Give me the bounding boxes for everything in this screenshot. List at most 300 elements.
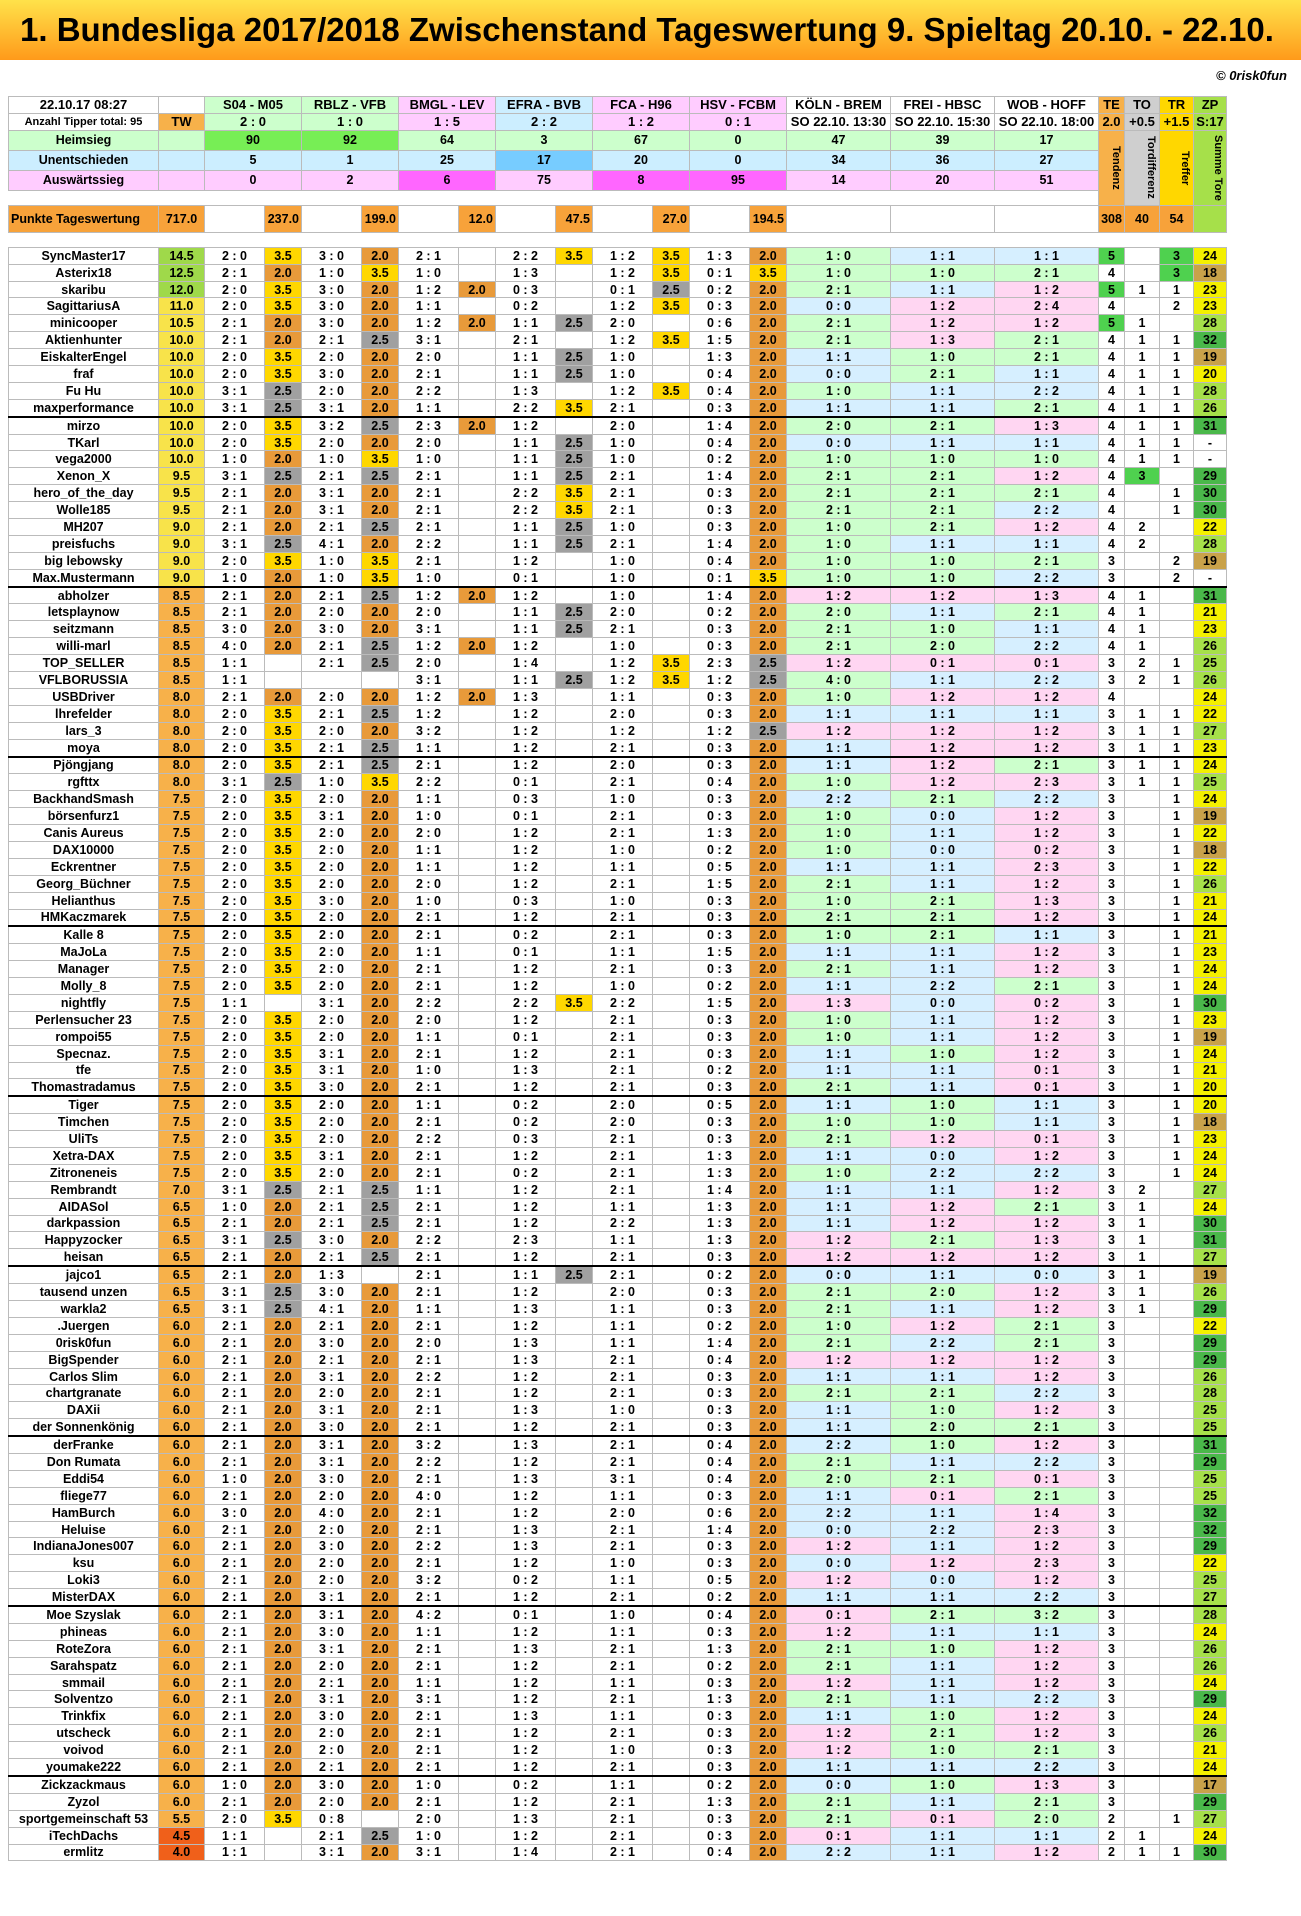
tip-match-8: 1 : 1	[891, 825, 995, 842]
pts-match-5	[653, 1011, 690, 1028]
tip-match-5: 2 : 1	[593, 961, 653, 978]
pts-match-2: 2.0	[362, 858, 399, 875]
tip-match-6: 0 : 3	[690, 1385, 750, 1402]
auswaertssieg-match-5: 8	[593, 170, 690, 190]
tip-match-8: 1 : 0	[891, 1640, 995, 1657]
tip-match-9: 2 : 2	[995, 382, 1099, 399]
pts-match-1: 2.5	[265, 535, 302, 552]
tipper-tw: 6.0	[159, 1708, 205, 1725]
tip-match-2: 2 : 0	[302, 1096, 362, 1113]
tip-match-3: 2 : 1	[399, 1351, 459, 1368]
tipper-tw: 6.0	[159, 1691, 205, 1708]
tip-match-2: 2 : 1	[302, 1181, 362, 1198]
pts-match-1: 2.0	[265, 1454, 302, 1471]
pts-match-6: 2.0	[750, 281, 787, 298]
tip-match-7: 2 : 1	[787, 1810, 891, 1827]
pts-match-2: 2.0	[362, 1334, 399, 1351]
pts-match-2: 2.0	[362, 1691, 399, 1708]
tip-match-6: 0 : 3	[690, 399, 750, 416]
tip-match-7: 1 : 0	[787, 247, 891, 264]
tipper-name: MaJoLa	[9, 944, 159, 961]
tipper-to: 1	[1125, 638, 1160, 655]
tipper-zp: 27	[1194, 722, 1227, 739]
pts-match-5	[653, 604, 690, 621]
pts-match-5	[653, 1759, 690, 1776]
heimsieg-match-3: 64	[399, 130, 496, 150]
tip-match-6: 0 : 4	[690, 1470, 750, 1487]
pts-match-5	[653, 1742, 690, 1759]
tipper-zp: 20	[1194, 1096, 1227, 1113]
table-row	[9, 1164, 1227, 1181]
table-row	[9, 825, 1227, 842]
tipper-zp: 23	[1194, 281, 1227, 298]
tip-match-9: 2 : 1	[995, 1487, 1099, 1504]
tip-match-7: 1 : 1	[787, 1759, 891, 1776]
tipper-zp: 25	[1194, 1572, 1227, 1589]
tipper-name: Trinkfix	[9, 1708, 159, 1725]
te-value: 2.0	[1099, 113, 1125, 130]
table-row	[9, 1487, 1227, 1504]
tip-match-2: 3 : 0	[302, 1470, 362, 1487]
tip-match-9: 1 : 2	[995, 875, 1099, 892]
tipper-zp: 25	[1194, 1487, 1227, 1504]
tipper-tw: 9.0	[159, 569, 205, 586]
pts-match-2: 2.0	[362, 1351, 399, 1368]
pts-match-1: 2.0	[265, 519, 302, 536]
tip-match-1: 2 : 1	[205, 1402, 265, 1419]
tip-match-9: 2 : 1	[995, 1742, 1099, 1759]
pts-match-1: 2.0	[265, 1606, 302, 1623]
table-row	[9, 349, 1227, 366]
tipper-tw: 6.0	[159, 1538, 205, 1555]
pts-match-4: 2.5	[556, 434, 593, 451]
table-row	[9, 892, 1227, 909]
tip-match-7: 2 : 1	[787, 502, 891, 519]
tip-match-2: 1 : 0	[302, 451, 362, 468]
tip-match-4: 1 : 1	[496, 468, 556, 485]
tipper-tr	[1160, 1708, 1194, 1725]
tipper-zp: 19	[1194, 808, 1227, 825]
tipper-tr: 2	[1160, 298, 1194, 315]
pts-match-3	[459, 875, 496, 892]
tip-match-1: 3 : 1	[205, 535, 265, 552]
tipper-to: 1	[1125, 366, 1160, 383]
punkte-match-5: 27.0	[653, 205, 690, 232]
tip-match-5: 2 : 0	[593, 604, 653, 621]
tip-match-4: 1 : 2	[496, 1368, 556, 1385]
pts-match-5	[653, 1810, 690, 1827]
tipper-te: 3	[1099, 961, 1125, 978]
pts-match-1: 3.5	[265, 808, 302, 825]
heimsieg-match-7: 47	[787, 130, 891, 150]
tip-match-8: 2 : 1	[891, 926, 995, 943]
tip-match-5: 1 : 0	[593, 791, 653, 808]
tip-match-5: 1 : 2	[593, 382, 653, 399]
tip-match-6: 1 : 3	[690, 1640, 750, 1657]
tipper-tr	[1160, 1385, 1194, 1402]
tip-match-6: 1 : 3	[690, 1691, 750, 1708]
tipper-te: 3	[1099, 1725, 1125, 1742]
pts-match-5	[653, 434, 690, 451]
tipper-tw: 8.5	[159, 621, 205, 638]
standings-table	[8, 96, 1227, 1861]
pts-match-2: 2.0	[362, 382, 399, 399]
pts-match-2: 2.0	[362, 1284, 399, 1301]
tipper-name: TOP_SELLER	[9, 655, 159, 672]
pts-match-4	[556, 1436, 593, 1453]
pts-match-3	[459, 332, 496, 349]
tip-match-4: 2 : 2	[496, 502, 556, 519]
tip-match-8: 0 : 0	[891, 1147, 995, 1164]
pts-match-5	[653, 841, 690, 858]
tip-match-6: 1 : 5	[690, 944, 750, 961]
tip-match-7: 1 : 0	[787, 382, 891, 399]
tip-match-1: 2 : 0	[205, 366, 265, 383]
tip-match-9: 1 : 2	[995, 1674, 1099, 1691]
table-row	[9, 1844, 1227, 1861]
pts-match-4	[556, 909, 593, 926]
tip-match-7: 2 : 2	[787, 1436, 891, 1453]
spacer-cell	[787, 190, 891, 205]
tip-match-3: 2 : 0	[399, 1810, 459, 1827]
tip-match-3: 1 : 2	[399, 688, 459, 705]
tip-match-3: 2 : 1	[399, 1249, 459, 1266]
pts-match-3	[459, 1487, 496, 1504]
tipper-te: 3	[1099, 1589, 1125, 1606]
tip-match-6: 0 : 2	[690, 1062, 750, 1079]
tip-match-3: 2 : 0	[399, 434, 459, 451]
auswaertssieg-match-4: 75	[496, 170, 593, 190]
pts-match-1: 3.5	[265, 1028, 302, 1045]
tipper-tr: 1	[1160, 978, 1194, 995]
tip-match-4: 1 : 1	[496, 604, 556, 621]
tip-match-5: 2 : 1	[593, 1249, 653, 1266]
tip-match-3: 1 : 1	[399, 858, 459, 875]
tip-match-1: 2 : 1	[205, 1419, 265, 1436]
tip-match-7: 4 : 0	[787, 672, 891, 689]
tipper-tw: 7.5	[159, 892, 205, 909]
pts-match-1: 3.5	[265, 366, 302, 383]
tip-match-8: 1 : 1	[891, 1759, 995, 1776]
tip-match-8: 2 : 1	[891, 1725, 995, 1742]
tip-match-2: 3 : 1	[302, 399, 362, 416]
tipper-to	[1125, 1521, 1160, 1538]
pts-match-5	[653, 739, 690, 756]
pts-match-1: 3.5	[265, 247, 302, 264]
tip-match-1: 3 : 1	[205, 382, 265, 399]
tip-match-6: 0 : 3	[690, 485, 750, 502]
tipper-name: minicooper	[9, 315, 159, 332]
pts-match-4: 2.5	[556, 604, 593, 621]
pts-match-6: 2.0	[750, 332, 787, 349]
tipper-tr: 1	[1160, 655, 1194, 672]
pts-match-2: 2.0	[362, 298, 399, 315]
pts-match-4	[556, 298, 593, 315]
tip-match-9: 2 : 2	[995, 1385, 1099, 1402]
tipper-tw: 6.0	[159, 1793, 205, 1810]
tip-match-6: 0 : 3	[690, 1742, 750, 1759]
tip-match-7: 2 : 1	[787, 1301, 891, 1318]
tip-match-3: 3 : 1	[399, 1844, 459, 1861]
tip-match-6: 0 : 3	[690, 961, 750, 978]
tipper-name: smmail	[9, 1674, 159, 1691]
tip-match-7: 0 : 1	[787, 1827, 891, 1844]
tip-match-2: 2 : 0	[302, 858, 362, 875]
tipper-name: DAXii	[9, 1402, 159, 1419]
tip-match-1: 2 : 1	[205, 1606, 265, 1623]
pts-match-4	[556, 841, 593, 858]
tip-match-2: 3 : 1	[302, 1844, 362, 1861]
tip-match-9: 1 : 2	[995, 1368, 1099, 1385]
tip-match-8: 2 : 1	[891, 892, 995, 909]
tip-match-4: 2 : 2	[496, 994, 556, 1011]
tip-match-8: 1 : 1	[891, 1062, 995, 1079]
tip-match-8: 2 : 1	[891, 1470, 995, 1487]
tipper-to: 1	[1125, 281, 1160, 298]
tip-match-4: 1 : 2	[496, 1555, 556, 1572]
tipper-name: Solventzo	[9, 1691, 159, 1708]
tip-match-4: 0 : 1	[496, 1606, 556, 1623]
pts-match-6: 2.0	[750, 535, 787, 552]
tipper-tw: 4.0	[159, 1844, 205, 1861]
tip-match-1: 2 : 1	[205, 1487, 265, 1504]
tip-match-7: 1 : 2	[787, 1538, 891, 1555]
table-row	[9, 1062, 1227, 1079]
pts-match-4	[556, 1674, 593, 1691]
tip-match-4: 1 : 2	[496, 1317, 556, 1334]
tip-match-1: 2 : 1	[205, 1538, 265, 1555]
tip-match-6: 0 : 3	[690, 1368, 750, 1385]
tipper-zp: 29	[1194, 1538, 1227, 1555]
tip-match-3: 2 : 1	[399, 1385, 459, 1402]
tip-match-2: 2 : 1	[302, 739, 362, 756]
tip-match-2: 2 : 0	[302, 1487, 362, 1504]
tipper-zp: 24	[1194, 909, 1227, 926]
tip-match-1: 2 : 1	[205, 1708, 265, 1725]
tipper-zp: 22	[1194, 1555, 1227, 1572]
pts-match-1: 3.5	[265, 1011, 302, 1028]
tip-match-9: 2 : 1	[995, 1198, 1099, 1215]
tipper-te: 4	[1099, 451, 1125, 468]
tip-match-7: 1 : 1	[787, 1062, 891, 1079]
pts-match-6: 2.0	[750, 705, 787, 722]
tipper-to	[1125, 264, 1160, 281]
table-row	[9, 1589, 1227, 1606]
pts-match-6: 2.0	[750, 1011, 787, 1028]
tip-match-4: 0 : 3	[496, 892, 556, 909]
pts-match-6: 2.0	[750, 1385, 787, 1402]
tip-match-8: 1 : 1	[891, 434, 995, 451]
pts-match-6: 2.0	[750, 1606, 787, 1623]
tip-match-5: 1 : 0	[593, 569, 653, 586]
tip-match-8: 0 : 1	[891, 655, 995, 672]
tip-match-6: 1 : 3	[690, 349, 750, 366]
pts-match-2: 2.0	[362, 1776, 399, 1793]
pts-match-1: 3.5	[265, 875, 302, 892]
pts-match-1: 3.5	[265, 841, 302, 858]
tipper-tw: 10.5	[159, 315, 205, 332]
tip-match-1: 3 : 1	[205, 1181, 265, 1198]
tip-match-6: 0 : 3	[690, 1487, 750, 1504]
pts-match-3	[459, 552, 496, 569]
pts-match-6: 2.0	[750, 587, 787, 604]
tipper-zp: 24	[1194, 1164, 1227, 1181]
pts-match-3	[459, 604, 496, 621]
table-row	[9, 1657, 1227, 1674]
tip-match-8: 1 : 1	[891, 535, 995, 552]
tip-match-7: 1 : 0	[787, 552, 891, 569]
tip-match-9: 3 : 2	[995, 1606, 1099, 1623]
tip-match-4: 1 : 3	[496, 1351, 556, 1368]
pts-match-5	[653, 875, 690, 892]
match-3-score: 1 : 5	[399, 113, 496, 130]
tipper-zp: 18	[1194, 841, 1227, 858]
tip-match-6: 0 : 4	[690, 1351, 750, 1368]
tip-match-3: 4 : 2	[399, 1606, 459, 1623]
pts-match-3	[459, 1114, 496, 1131]
tip-match-4: 1 : 2	[496, 1079, 556, 1096]
pts-match-4	[556, 281, 593, 298]
pts-match-3	[459, 1249, 496, 1266]
tipper-name: Tiger	[9, 1096, 159, 1113]
tip-match-7: 0 : 0	[787, 366, 891, 383]
pts-match-2: 2.0	[362, 1793, 399, 1810]
tip-match-4: 2 : 2	[496, 247, 556, 264]
tipper-name: Don Rumata	[9, 1454, 159, 1471]
pts-match-1: 2.0	[265, 1589, 302, 1606]
tip-match-8: 1 : 1	[891, 1011, 995, 1028]
tip-match-1: 4 : 0	[205, 638, 265, 655]
pts-match-3: 2.0	[459, 638, 496, 655]
match-7-name: KÖLN - BREM	[787, 97, 891, 114]
tip-match-7: 1 : 0	[787, 688, 891, 705]
tip-match-1: 2 : 1	[205, 1351, 265, 1368]
tip-match-7: 0 : 0	[787, 1555, 891, 1572]
tipper-tr: 1	[1160, 875, 1194, 892]
tipper-zp: 23	[1194, 739, 1227, 756]
pts-match-5	[653, 1062, 690, 1079]
pts-match-5	[653, 1284, 690, 1301]
tipper-zp: 25	[1194, 1402, 1227, 1419]
pts-match-1: 2.0	[265, 264, 302, 281]
pts-match-1: 2.0	[265, 587, 302, 604]
pts-match-4	[556, 1249, 593, 1266]
tip-match-4: 1 : 2	[496, 1725, 556, 1742]
tip-match-5: 2 : 1	[593, 468, 653, 485]
pts-match-2: 2.5	[362, 655, 399, 672]
pts-match-1: 2.0	[265, 1521, 302, 1538]
tipper-tr	[1160, 535, 1194, 552]
table-row	[9, 247, 1227, 264]
tip-match-5: 1 : 0	[593, 366, 653, 383]
tip-match-7: 1 : 1	[787, 757, 891, 774]
tipper-tr: 1	[1160, 892, 1194, 909]
tipper-te: 4	[1099, 587, 1125, 604]
pts-match-1: 2.5	[265, 382, 302, 399]
table-row	[9, 382, 1227, 399]
pts-match-3	[459, 1368, 496, 1385]
pts-match-5	[653, 1487, 690, 1504]
tipper-tw: 6.0	[159, 1572, 205, 1589]
tip-match-3: 1 : 1	[399, 1301, 459, 1318]
pts-match-1: 3.5	[265, 417, 302, 434]
tipper-tw: 7.5	[159, 1062, 205, 1079]
tipper-tw: 7.5	[159, 1079, 205, 1096]
tip-match-1: 2 : 1	[205, 1759, 265, 1776]
tipper-te: 3	[1099, 1011, 1125, 1028]
tipper-zp: 24	[1194, 1198, 1227, 1215]
table-row	[9, 1284, 1227, 1301]
pts-match-4	[556, 1555, 593, 1572]
tipper-to	[1125, 1555, 1160, 1572]
tipper-name: heisan	[9, 1249, 159, 1266]
pts-match-6: 2.0	[750, 1164, 787, 1181]
tipper-zp: 23	[1194, 944, 1227, 961]
pts-match-3	[459, 1436, 496, 1453]
tip-match-4: 1 : 2	[496, 978, 556, 995]
tip-match-8: 1 : 0	[891, 569, 995, 586]
pts-match-2: 2.0	[362, 875, 399, 892]
tip-match-9: 1 : 1	[995, 1096, 1099, 1113]
tipper-tr	[1160, 468, 1194, 485]
pts-match-2: 2.0	[362, 808, 399, 825]
tip-match-2: 2 : 0	[302, 1725, 362, 1742]
tip-match-2: 2 : 0	[302, 791, 362, 808]
tip-match-7: 2 : 1	[787, 468, 891, 485]
table-row	[9, 655, 1227, 672]
pts-match-4	[556, 1301, 593, 1318]
pts-match-3	[459, 298, 496, 315]
tip-match-8: 0 : 1	[891, 1810, 995, 1827]
pts-match-1: 2.0	[265, 1487, 302, 1504]
tip-match-5: 2 : 1	[593, 1793, 653, 1810]
tipper-name: MH207	[9, 519, 159, 536]
table-row	[9, 535, 1227, 552]
pts-match-6: 2.0	[750, 1436, 787, 1453]
tipper-tr	[1160, 1827, 1194, 1844]
punkte-match-3: 12.0	[459, 205, 496, 232]
tip-match-6: 0 : 4	[690, 1454, 750, 1471]
tipper-tr	[1160, 1589, 1194, 1606]
tip-match-3: 2 : 1	[399, 247, 459, 264]
pts-match-2: 2.0	[362, 1385, 399, 1402]
tip-match-2: 2 : 1	[302, 705, 362, 722]
table-row	[9, 519, 1227, 536]
tip-match-7: 2 : 1	[787, 621, 891, 638]
pts-match-3	[459, 858, 496, 875]
tip-match-3: 2 : 1	[399, 1759, 459, 1776]
tip-match-2: 3 : 0	[302, 315, 362, 332]
heimsieg-match-1: 90	[205, 130, 302, 150]
tipper-name: Specnaz.	[9, 1045, 159, 1062]
pts-match-2: 2.0	[362, 1521, 399, 1538]
pts-match-4	[556, 791, 593, 808]
tipper-tw: 7.5	[159, 961, 205, 978]
tip-match-4: 0 : 1	[496, 944, 556, 961]
tip-match-3: 1 : 1	[399, 298, 459, 315]
spacer-cell	[690, 190, 787, 205]
tip-match-3: 2 : 1	[399, 1317, 459, 1334]
tip-match-2: 2 : 0	[302, 1521, 362, 1538]
tipper-te: 4	[1099, 366, 1125, 383]
tip-match-8: 1 : 1	[891, 1028, 995, 1045]
tip-match-8: 2 : 1	[891, 1606, 995, 1623]
tip-match-3: 2 : 1	[399, 366, 459, 383]
pts-match-3	[459, 1572, 496, 1589]
tip-match-9: 2 : 2	[995, 1691, 1099, 1708]
pts-match-5	[653, 485, 690, 502]
tipper-tr	[1160, 688, 1194, 705]
